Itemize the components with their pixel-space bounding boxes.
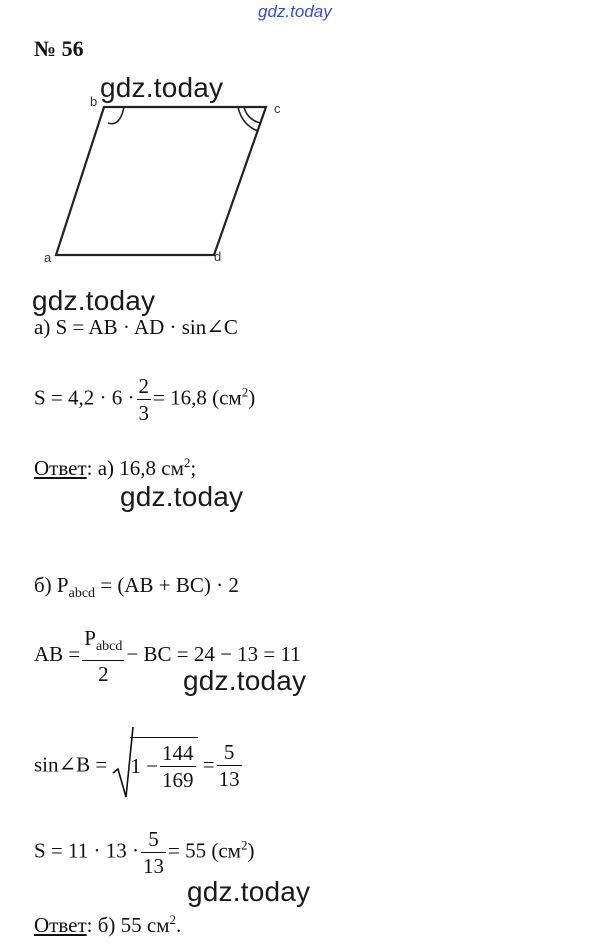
fraction-5-13-result (217, 739, 242, 792)
s-right: = 55 (см (167, 838, 241, 863)
calc-area-a (34, 373, 255, 426)
fraction-numerator: 2 (138, 374, 150, 398)
formula-area-a: а) S = AB · AD · sin∠C (34, 315, 238, 339)
ab-num: P (84, 626, 96, 650)
angle-arc-c-inner (244, 107, 260, 123)
answer-label: Ответ (34, 913, 87, 937)
parallelogram-shape (56, 107, 266, 255)
superscript: 2 (183, 455, 191, 470)
watermark-top: gdz.today (258, 2, 332, 21)
superscript: 2 (241, 384, 249, 400)
superscript: 2 (169, 912, 177, 927)
fraction-numerator: 5 (141, 826, 166, 853)
perim-right: = (AB + BC) · 2 (95, 573, 239, 597)
sqrt-body (130, 737, 197, 793)
calc-a-left: S = 4,2 · 6 · (34, 385, 135, 410)
fraction-2-3 (137, 373, 152, 426)
perim-left: б) P (34, 573, 69, 597)
answer-a-tail: ; (190, 456, 197, 480)
answer-a (34, 455, 196, 481)
watermark-5: gdz.today (187, 876, 311, 907)
vertex-label-b: b (90, 94, 98, 109)
sin-calc (34, 725, 244, 805)
fraction-numerator: 144 (162, 741, 194, 765)
answer-label: Ответ (34, 456, 87, 480)
sin-root-pre: 1 − (130, 754, 159, 778)
s-tail: ) (247, 838, 255, 863)
fraction-denominator: 169 (162, 768, 194, 792)
answer-a-text: : а) 16,8 см (86, 456, 184, 480)
fraction-denominator: 13 (218, 766, 240, 791)
angle-arc-c-outer (238, 107, 258, 131)
superscript: 2 (240, 837, 248, 853)
perimeter-formula (34, 573, 239, 602)
calc-a-tail: ) (248, 385, 256, 410)
vertex-label-c: c (274, 101, 281, 116)
sin-left: sin∠B = (34, 752, 108, 777)
ab-num-subscript: abcd (95, 639, 123, 655)
fraction-denominator: 13 (142, 854, 164, 878)
area-calc-b (34, 826, 254, 879)
perim-subscript: abcd (68, 586, 96, 602)
watermark-4: gdz.today (183, 665, 307, 696)
fraction-144-169 (160, 740, 196, 793)
vertex-label-a: a (44, 250, 52, 265)
fraction-denominator: 2 (98, 662, 109, 687)
watermark-3: gdz.today (120, 481, 244, 512)
answer-b (34, 912, 181, 938)
sin-eq: = (202, 752, 215, 777)
fraction-perimeter-half (82, 625, 124, 687)
parallelogram-figure (30, 85, 300, 275)
watermark-2: gdz.today (32, 285, 156, 316)
s-left: S = 11 · 13 · (34, 838, 139, 863)
ab-calc (34, 625, 301, 687)
fraction-numerator (82, 625, 124, 661)
fraction-numerator: 5 (217, 739, 242, 766)
answer-b-text: : б) 55 см (86, 913, 170, 937)
watermark-1: gdz.today (100, 72, 224, 103)
angle-arc-b (108, 107, 124, 124)
answer-b-tail: . (176, 913, 182, 937)
ab-left: AB = (34, 641, 81, 666)
calc-a-right: = 16,8 (см (153, 385, 242, 410)
ab-right: − BC = 24 − 13 = 11 (126, 641, 301, 666)
fraction-denominator: 3 (138, 401, 150, 425)
problem-number: № 56 (34, 36, 84, 61)
fraction-5-13 (141, 826, 166, 879)
vertex-label-d: d (214, 249, 222, 264)
